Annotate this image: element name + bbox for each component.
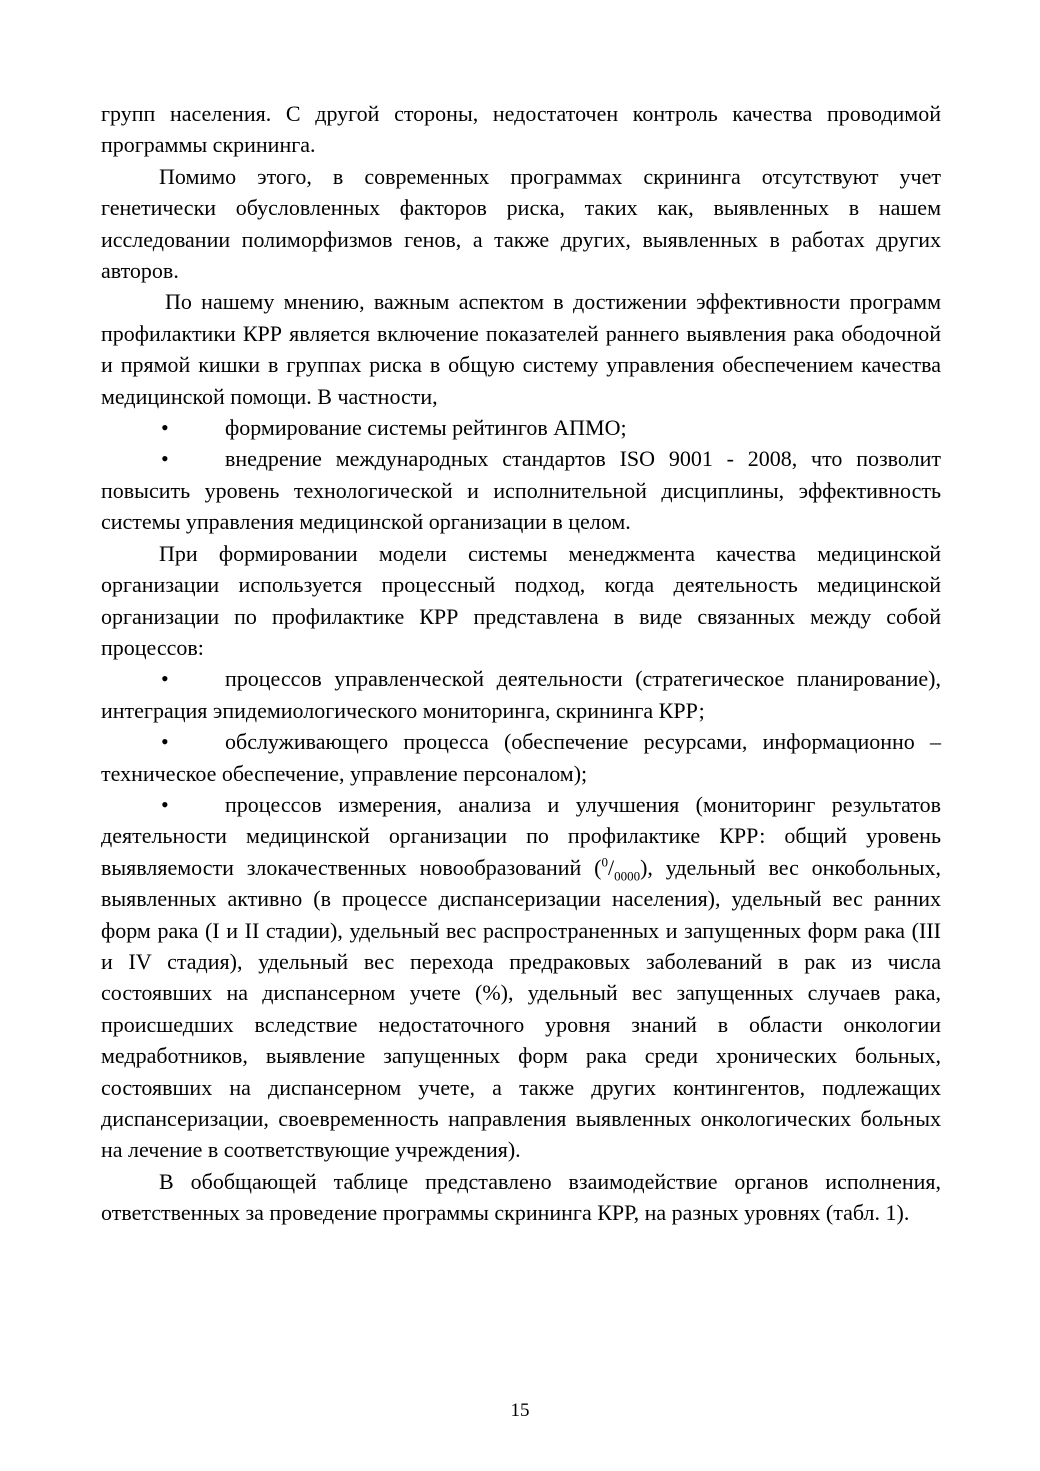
bullet-item-text-part2: ), удельный вес онкобольных, выявленных активно (в процессе диспансеризации населения), удельный вес ранних форм рака (I и II стадии), удельный вес распространенных и запущенных форм рака (III и IV стадия), удельный вес перехода предраковых заболеваний в рак из числа состоявших на диспансерном учете (%), удельный вес запущенных случаев рака, происшедших вследствие недостаточного уровня знаний в области онкологии медработников, выявление запущенных форм рака среди хронических больных, состоявших на диспансерном учете, а также других контингентов, подлежащих диспансеризации, своевременность направления выявленных онкологических больных на лечение в соответствующие учреждения). [101, 854, 941, 1163]
bullet-marker: • [161, 446, 169, 472]
bullet-marker: • [161, 791, 169, 817]
bullet-marker: • [161, 666, 169, 692]
bullet-item-rating [101, 412, 941, 443]
bullet-item-support [101, 726, 941, 789]
bullet-marker: • [161, 415, 169, 441]
bullet-item-text-part1: процессов измерения, анализа и улучшения (мониторинг результатов деятельности медицинской организации по профилактике КРР: общий уровень выявляемости злокачественных новообразований ( [101, 791, 941, 880]
bullet-marker: • [161, 729, 169, 755]
bullet-item-measurement [101, 789, 941, 1166]
bullet-item-iso [101, 443, 941, 537]
document-body [101, 98, 941, 1229]
paragraph-continuation: групп населения. С другой стороны, недостаточен контроль качества проводимой программы скрининга. [101, 101, 941, 158]
paragraph-genetic-factors: Помимо этого, в современных программах скрининга отсутствуют учет генетически обусловленных факторов риска, таких как, выявленных в нашем исследовании полиморфизмов генов, а также других, выявленных в работах других авторов. [101, 163, 941, 284]
bullet-item-text: внедрение международных стандартов ISO 9001 - 2008, что позволит повысить уровень технологической и исполнительной дисциплины, эффективность системы управления медицинской организации в целом. [101, 446, 941, 535]
paragraph-process-approach: При формировании модели системы менеджмента качества медицинской организации используется процессный подход, когда деятельность медицинской организации по профилактике КРР представлена в виде связанных между собой процессов: [101, 540, 941, 660]
page-number: 15 [510, 1400, 530, 1421]
bullet-item-text: обслуживающего процесса (обеспечение ресурсами, информационно – техническое обеспечение, управление персоналом); [101, 729, 941, 786]
bullet-item-management [101, 663, 941, 726]
paragraph-quality-management [101, 286, 941, 412]
fraction-slash: / [607, 854, 615, 880]
superscript-zero: 0 [601, 854, 608, 870]
paragraph-quality-management-text: По нашему мнению, важным аспектом в достижении эффективности программ профилактики КРР является включение показателей раннего выявления рака ободочной и прямой кишки в группах риска в общую систему управления обеспечением качества медицинской помощи. В частности, [101, 289, 941, 409]
bullet-item-text: формирование системы рейтингов АПМО; [225, 415, 627, 441]
bullet-item-text: процессов управленческой деятельности (стратегическое планирование), интеграция эпидемиологического мониторинга, скрининга КРР; [101, 666, 941, 723]
subscript-denominator: 0000 [614, 868, 641, 884]
paragraph-summary-table: В обобщающей таблице представлено взаимодействие органов исполнения, ответственных за проведение программы скрининга КРР, на разных уровнях (табл. 1). [101, 1168, 941, 1226]
